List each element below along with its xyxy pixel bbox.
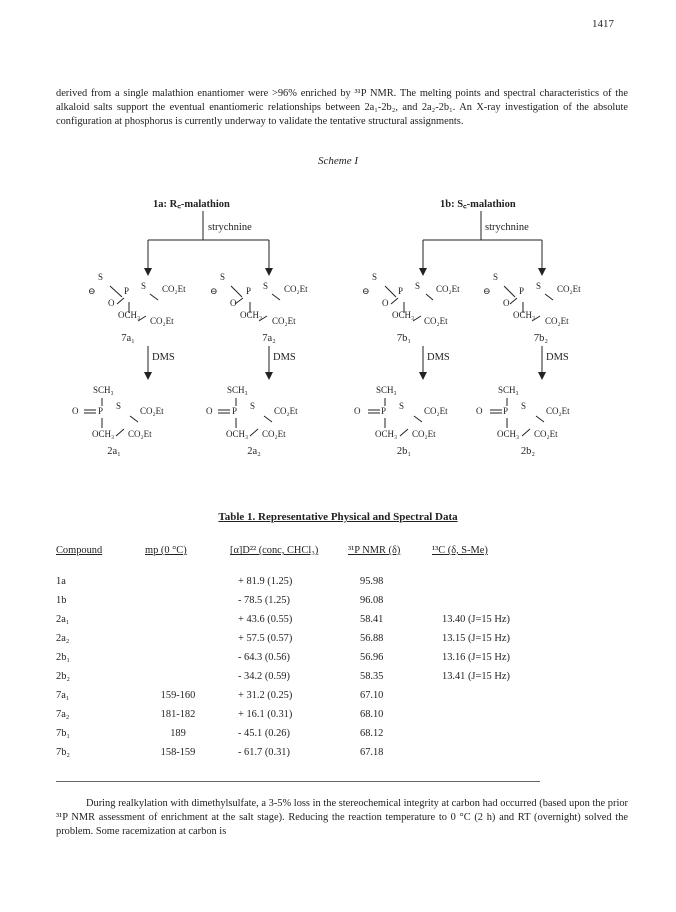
table-bottom-rule xyxy=(56,781,540,782)
structure-7a1: S ⊖ P S CO₂Et O OCH₃ CO₂Et xyxy=(88,272,186,326)
anion-charge: ⊖ xyxy=(362,286,370,296)
compound-7b2-label: 7b₂ xyxy=(533,333,549,344)
start-label-1b: 1b: S꜀-malathion xyxy=(440,199,516,210)
dms-label-7a1: DMS xyxy=(152,352,175,363)
col-header-p31: ³¹P NMR (δ) xyxy=(348,545,401,556)
col-header-rotation: [α]D²² (conc, CHCl₃) xyxy=(230,545,319,556)
compound-7a1-label: 7a₁ xyxy=(121,333,135,344)
dms-label-7b1: DMS xyxy=(427,352,450,363)
intro-paragraph: derived from a single malathion enantiomer were >96% enriched by ³¹P NMR. The melting points and spectral characteristics of the alkaloid salts support the eventual enantiomeric relationships between 2a₁-2b₂, and 2a₂-2b₁. An X-ray investigation of the absolute configuration at phosphorus is currently underway to validate the tentative structural assignments. xyxy=(56,88,628,127)
final-paragraph: During realkylation with dimethylsulfate, a 3-5% loss in the stereochemical integrity at carbon had occurred (based upon the prior ³¹P NMR assessment of enrichment at the salt stage). Reducing the reaction temperature to 0 °C (2 h) and RT (overnight) solved the problem. Some racemization at carbon is xyxy=(56,798,628,837)
dms-label-7b2: DMS xyxy=(546,352,569,363)
dms-label-7a2: DMS xyxy=(273,352,296,363)
col-header-mp: mp (0 °C) xyxy=(145,545,187,556)
start-label-1a: 1a: R꜀-malathion xyxy=(153,199,230,210)
col-header-c13: ¹³C (δ, S-Me) xyxy=(432,545,488,556)
structure-7b1: S ⊖ P S CO₂Et O OCH₃ CO₂Et xyxy=(362,272,460,326)
structure-2b2: SCH₃ O P S CO₂Et OCH₃ CO₂Et xyxy=(476,385,570,439)
page-number: 1417 xyxy=(592,18,614,30)
reagent-right: strychnine xyxy=(485,222,529,233)
anion-charge: ⊖ xyxy=(88,286,96,296)
table-title: Table 1. Representative Physical and Spectral Data xyxy=(218,511,458,523)
structure-7a2: S ⊖ P S CO₂Et O OCH₃ CO₂Et xyxy=(210,272,308,326)
col-header-compound: Compound xyxy=(56,545,103,556)
reagent-left: strychnine xyxy=(208,222,252,233)
structure-7b2: S ⊖ P S CO₂Et O OCH₃ CO₂Et xyxy=(483,272,581,326)
compound-2a2-label: 2a₂ xyxy=(247,446,261,457)
compound-7a2-label: 7a₂ xyxy=(262,333,276,344)
compound-2a1-label: 2a₁ xyxy=(107,446,121,457)
anion-charge: ⊖ xyxy=(210,286,218,296)
structure-2a1: SCH₃ O P S CO₂Et OCH₃ CO₂Et xyxy=(72,385,164,439)
structure-2a2: SCH₃ O P S CO₂Et OCH₃ CO₂Et xyxy=(206,385,298,439)
compound-2b1-label: 2b₁ xyxy=(396,446,412,457)
scheme-title: Scheme I xyxy=(317,155,358,167)
compound-7b1-label: 7b₁ xyxy=(396,333,412,344)
structure-2b1: SCH₃ O P S CO₂Et OCH₃ CO₂Et xyxy=(354,385,448,439)
compound-2b2-label: 2b₂ xyxy=(520,446,536,457)
anion-charge: ⊖ xyxy=(483,286,491,296)
